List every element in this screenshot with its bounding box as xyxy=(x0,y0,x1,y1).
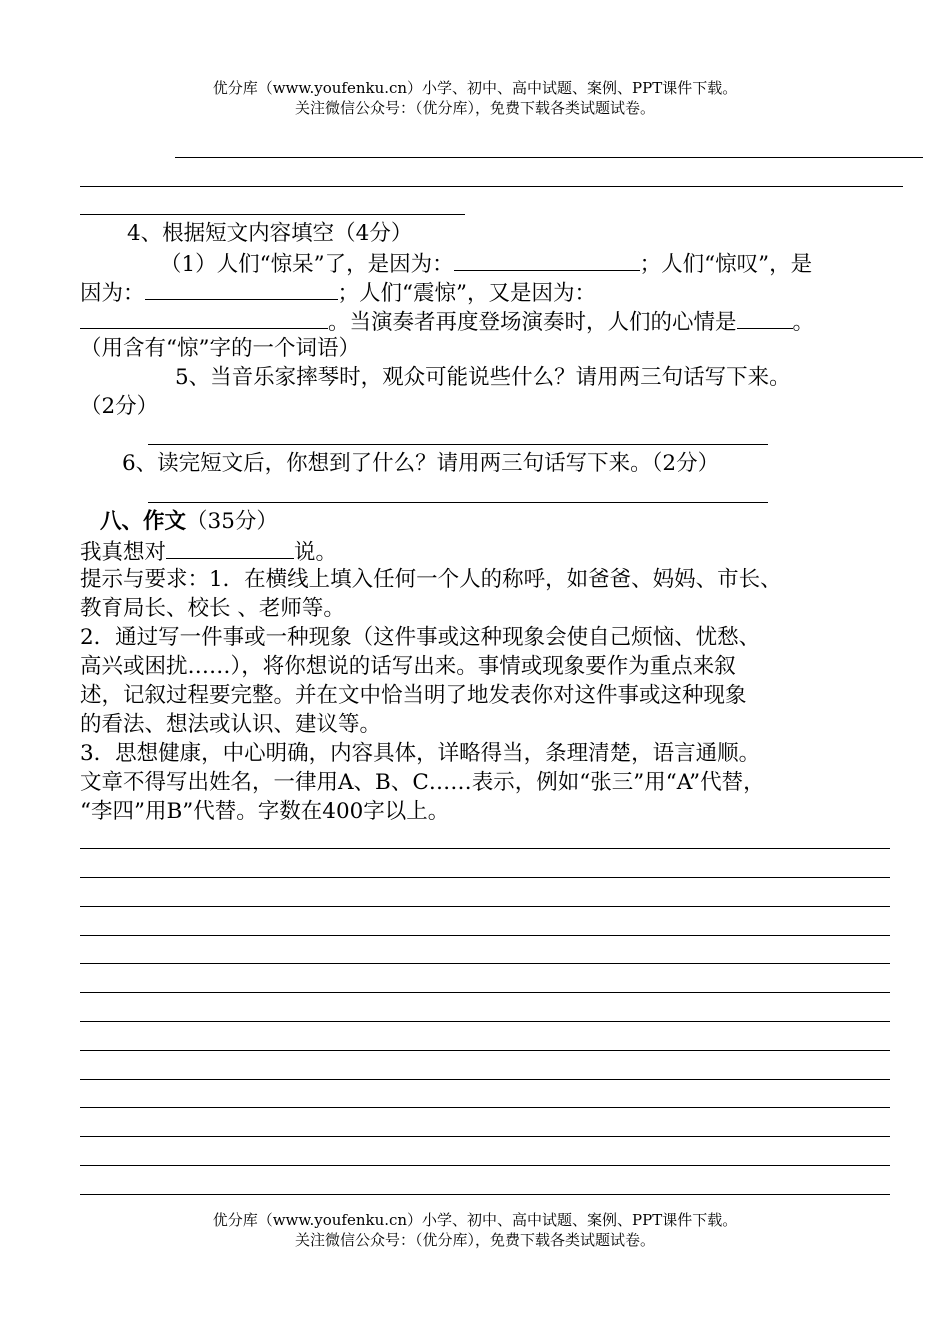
header-line-2: 关注微信公众号：（优分库），免费下载各类试题试卷。 xyxy=(294,99,655,117)
essay-req-3c: “李四”用B”代替。字数在400字以上。 xyxy=(80,799,450,824)
essay-writing-line[interactable] xyxy=(80,1050,890,1051)
blank-essay-recipient[interactable] xyxy=(166,537,294,559)
essay-writing-line[interactable] xyxy=(80,992,890,993)
answer-rule xyxy=(175,157,923,158)
essay-writing-line[interactable] xyxy=(80,1021,890,1022)
q5-line-2: （2分） xyxy=(80,394,159,419)
header-line-1: 优分库（www.youfenku.cn）小学、初中、高中试题、案例、PPT课件下载。 xyxy=(212,79,738,97)
essay-heading-text: 八、作文 xyxy=(100,509,187,534)
essay-req-2d: 的看法、想法或认识、建议等。 xyxy=(80,712,382,737)
essay-writing-line[interactable] xyxy=(80,1079,890,1080)
essay-topic xyxy=(80,537,337,567)
essay-score: （35分） xyxy=(186,509,278,534)
essay-req-1b: 教育局长、校长 、老师等。 xyxy=(80,596,345,621)
q4-line-2-text-b: ；人们“震惊”，又是因为： xyxy=(337,281,596,306)
essay-req-3b: 文章不得写出姓名，一律用A、B、C……表示，例如“张三”用“A”代替， xyxy=(80,770,765,795)
essay-req-2a: 2．通过写一件事或一种现象（这件事或这种现象会使自己烦恼、忧愁、 xyxy=(80,625,761,650)
essay-writing-line[interactable] xyxy=(80,1107,890,1108)
q4-line-1 xyxy=(160,249,812,279)
q4-line-3-text-c: 。 xyxy=(792,310,815,335)
essay-topic-text-b: 说。 xyxy=(294,540,338,565)
answer-rule xyxy=(80,186,903,187)
essay-writing-line[interactable] xyxy=(80,906,890,907)
q4-title: 4、根据短文内容填空（4分） xyxy=(127,221,413,246)
q4-line-3-text-b: 。当演奏者再度登场演奏时，人们的心情是 xyxy=(328,310,737,335)
q4-line-3 xyxy=(80,307,814,337)
essay-req-2b: 高兴或困扰……），将你想说的话写出来。事情或现象要作为重点来叙 xyxy=(80,654,736,679)
essay-req-3a: 3．思想健康，中心明确，内容具体，详略得当，条理清楚，语言通顺。 xyxy=(80,741,761,766)
q5-answer-rule[interactable] xyxy=(148,444,768,445)
blank-mood-word[interactable] xyxy=(737,307,793,329)
essay-req-1a: 提示与要求：1．在横线上填入任何一个人的称呼，如爸爸、妈妈、市长、 xyxy=(80,567,782,592)
q4-line-2 xyxy=(80,278,596,308)
essay-writing-line[interactable] xyxy=(80,1136,890,1137)
essay-writing-line[interactable] xyxy=(80,963,890,964)
essay-topic-text-a: 我真想对 xyxy=(80,540,167,565)
q4-line-1-text-b: ；人们“惊叹”，是 xyxy=(639,252,813,277)
footer-line-1: 优分库（www.youfenku.cn）小学、初中、高中试题、案例、PPT课件下载。 xyxy=(212,1211,738,1229)
footer-line-2: 关注微信公众号：（优分库），免费下载各类试题试卷。 xyxy=(294,1231,655,1249)
q4-line-1-text-a: （1）人们“惊呆”了，是因为： xyxy=(160,252,454,277)
answer-rule xyxy=(80,214,465,215)
blank-reason-1[interactable] xyxy=(454,249,640,271)
essay-writing-line[interactable] xyxy=(80,935,890,936)
q4-line-2-text-a: 因为： xyxy=(80,281,145,306)
essay-writing-line[interactable] xyxy=(80,877,890,878)
essay-writing-line[interactable] xyxy=(80,1165,890,1166)
q6-line-1: 6、读完短文后，你想到了什么？请用两三句话写下来。（2分） xyxy=(122,451,720,476)
blank-reason-2[interactable] xyxy=(145,278,338,300)
essay-req-2c: 述，记叙过程要完整。并在文中恰当明了地发表你对这件事或这种现象 xyxy=(80,683,747,708)
essay-heading xyxy=(100,508,278,536)
essay-writing-line[interactable] xyxy=(80,1194,890,1195)
essay-writing-line[interactable] xyxy=(80,848,890,849)
blank-reason-3[interactable] xyxy=(80,307,328,329)
q5-line-1: 5、当音乐家摔琴时，观众可能说些什么？请用两三句话写下来。 xyxy=(175,365,791,390)
q4-line-4: （用含有“惊”字的一个词语） xyxy=(80,336,360,361)
q6-answer-rule[interactable] xyxy=(148,502,768,503)
